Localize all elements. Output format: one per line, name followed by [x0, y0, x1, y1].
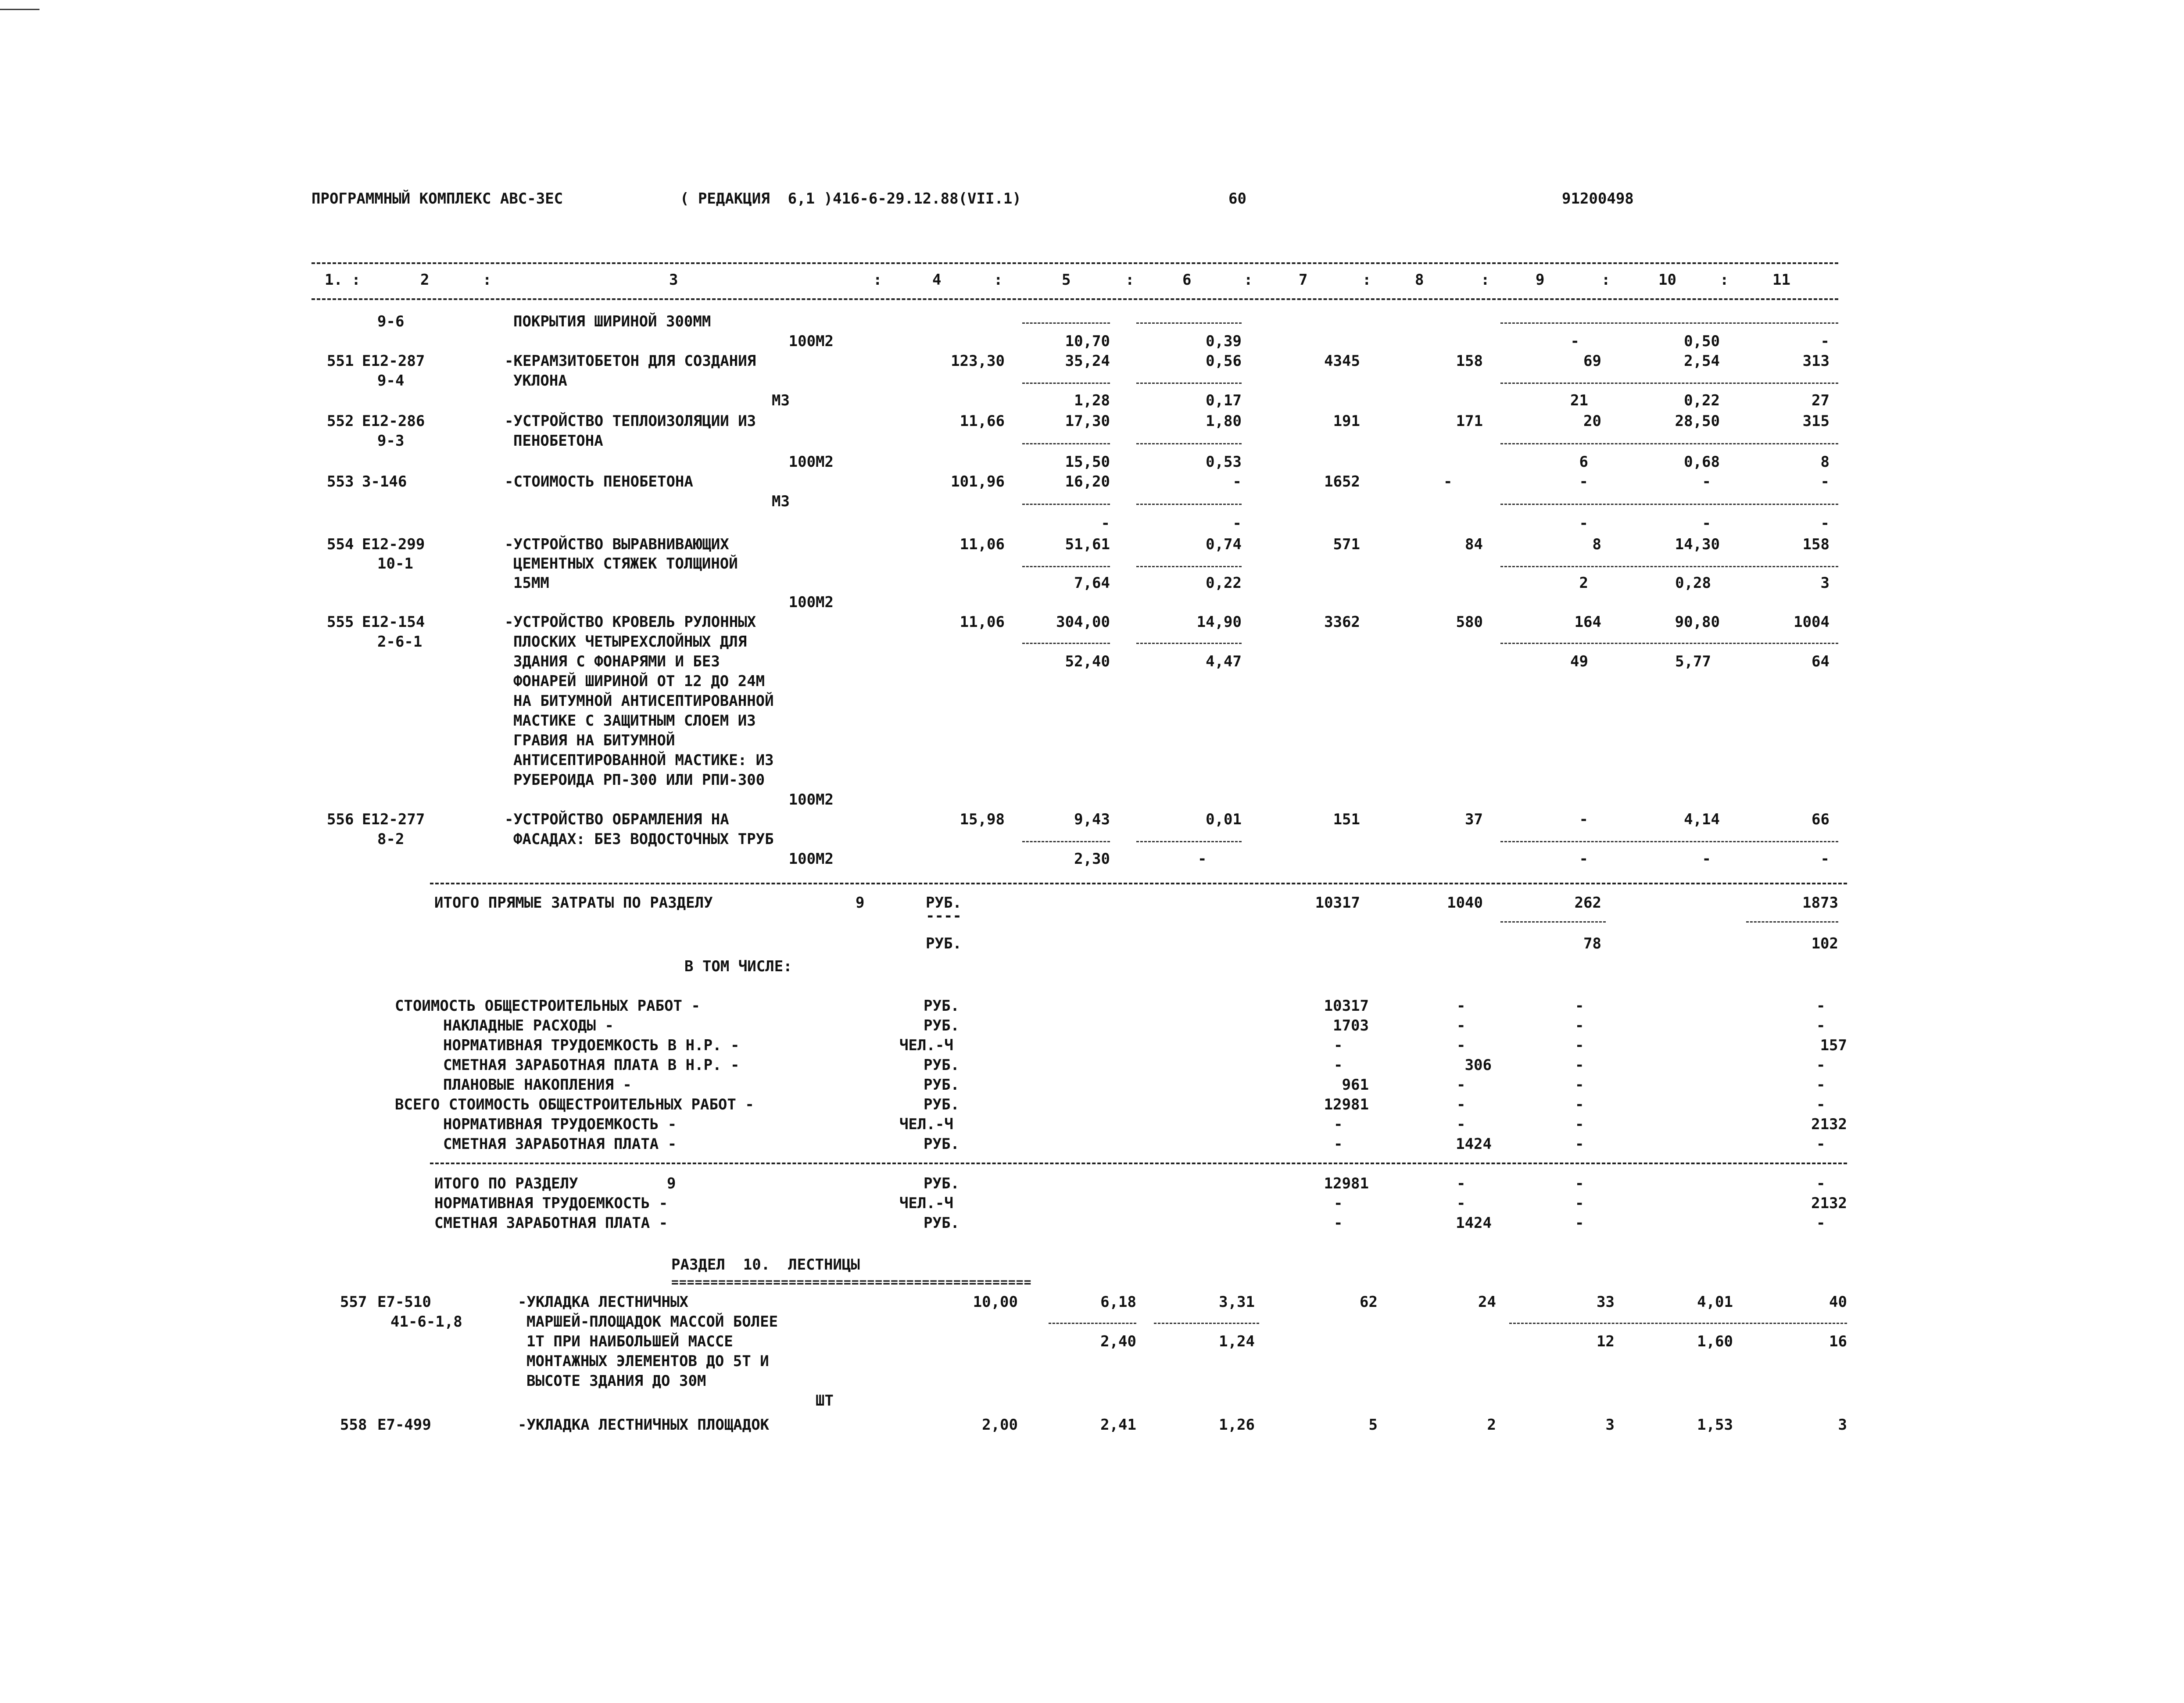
cell-c7: 12981 — [1324, 1096, 1369, 1113]
subtotal-rule — [1509, 1323, 1847, 1324]
cell-c7: 3362 — [1324, 613, 1360, 631]
row-unit: 100М2 — [788, 453, 834, 471]
cell-c8: - — [1443, 473, 1453, 490]
subtotal-rule — [1136, 841, 1242, 842]
cell-c9b: 12 — [1597, 1333, 1615, 1350]
row-code: Е12-154 — [362, 613, 425, 631]
row-description: ПОКРЫТИЯ ШИРИНОЙ 300ММ — [513, 313, 711, 330]
cell-c10b: - — [1702, 515, 1711, 532]
cell-c11: - — [1816, 1076, 1826, 1094]
cell-c8: - — [1457, 1116, 1466, 1133]
cell-c6b: 1,24 — [1219, 1333, 1255, 1350]
row-code: 3-146 — [362, 473, 407, 490]
cell-c11: - — [1816, 1214, 1826, 1232]
cell-c5: 2,41 — [1100, 1416, 1136, 1434]
unit-underline: ---- — [926, 907, 962, 925]
summary-unit: РУБ. — [924, 997, 960, 1015]
subtotal-rule — [1022, 504, 1110, 505]
cell-c7: - — [1334, 1195, 1343, 1212]
cell-c9: - — [1575, 1135, 1584, 1153]
summary-unit: РУБ. — [924, 1076, 960, 1094]
cell-c11: 1004 — [1794, 613, 1830, 631]
cell-c5: 16,20 — [1065, 473, 1110, 490]
subtotal-rule — [1136, 504, 1242, 505]
cell-c7: 10317 — [1315, 894, 1360, 912]
cell-c9: - — [1579, 473, 1588, 490]
cell-c10b: 0,50 — [1684, 333, 1720, 350]
cell-c11: 3 — [1838, 1416, 1847, 1434]
cell-c8: 1424 — [1456, 1135, 1492, 1153]
cell-c10b: 0,28 — [1675, 574, 1711, 592]
col-header-2: 2 — [420, 271, 430, 289]
cell-c8: 2 — [1487, 1416, 1496, 1434]
cell-c9b: - — [1579, 515, 1588, 532]
cell-c11: 157 — [1820, 1037, 1847, 1054]
row-description: АНТИСЕПТИРОВАННОЙ МАСТИКЕ: ИЗ — [513, 751, 774, 769]
row-description: ГРАВИЯ НА БИТУМНОЙ — [513, 732, 675, 749]
cell-c5b: 52,40 — [1065, 653, 1110, 670]
subtotal-rule — [1136, 566, 1242, 567]
row-description: -УСТРОЙСТВО ВЫРАВНИВАЮЩИХ — [505, 536, 729, 553]
cell-c9: - — [1575, 1076, 1584, 1094]
col-header-8: 8 — [1415, 271, 1424, 289]
col-sep: : — [483, 271, 492, 289]
row-description: ФОНАРЕЙ ШИРИНОЙ ОТ 12 ДО 24М — [513, 673, 765, 690]
col-sep: : — [1125, 271, 1135, 289]
row-description: ВЫСОТЕ ЗДАНИЯ ДО 30М — [526, 1372, 706, 1390]
summary-label: ПЛАНОВЫЕ НАКОПЛЕНИЯ - — [443, 1076, 632, 1094]
cell-c4: 123,30 — [951, 352, 1005, 370]
row-description: -УКЛАДКА ЛЕСТНИЧНЫХ — [518, 1293, 688, 1311]
row-description: ЗДАНИЯ С ФОНАРЯМИ И БЕЗ — [513, 653, 720, 670]
cell-c7: - — [1334, 1116, 1343, 1133]
row-code2: 9-4 — [377, 372, 405, 390]
col-header-1: 1. : — [325, 271, 361, 289]
row-description: НА БИТУМНОЙ АНТИСЕПТИРОВАННОЙ — [513, 692, 774, 710]
cell-c11b: 102 — [1811, 935, 1838, 952]
col-header-6: 6 — [1182, 271, 1192, 289]
row-description: МАРШЕЙ-ПЛОЩАДОК МАССОЙ БОЛЕЕ — [526, 1313, 778, 1331]
subtotal-rule — [1136, 322, 1242, 324]
section-title-rule: ============================================== — [671, 1275, 1032, 1289]
row-description: МОНТАЖНЫХ ЭЛЕМЕНТОВ ДО 5Т И — [526, 1352, 769, 1370]
row-description: 1Т ПРИ НАИБОЛЬШЕЙ МАССЕ — [526, 1333, 733, 1350]
subtotal-rule — [1500, 383, 1838, 384]
cell-c8: - — [1457, 1096, 1466, 1113]
subtotal-rule — [1022, 383, 1110, 384]
col-sep: : — [994, 271, 1003, 289]
col-header-3: 3 — [669, 271, 678, 289]
cell-c8: 306 — [1464, 1056, 1492, 1074]
cell-c11: - — [1816, 1096, 1826, 1113]
cell-c4: 101,96 — [951, 473, 1005, 490]
header-rule-top — [311, 262, 1838, 264]
cell-c8: - — [1457, 1076, 1466, 1094]
cell-c7: 151 — [1333, 811, 1360, 828]
cell-c6: 0,01 — [1206, 811, 1242, 828]
cell-c10: 1,53 — [1697, 1416, 1733, 1434]
row-unit: 100М2 — [788, 594, 834, 611]
cell-c4: 10,00 — [973, 1293, 1018, 1311]
row-description: -СТОИМОСТЬ ПЕНОБЕТОНА — [505, 473, 693, 490]
cell-c8: 1424 — [1456, 1214, 1492, 1232]
cell-c7: 62 — [1360, 1293, 1378, 1311]
doc-code: 91200498 — [1562, 190, 1634, 208]
col-sep: : — [1720, 271, 1729, 289]
cell-c9: - — [1575, 1056, 1584, 1074]
cell-c11: - — [1816, 1017, 1826, 1034]
cell-c9b: 49 — [1570, 653, 1588, 670]
subtotal-rule — [1136, 383, 1242, 384]
col-header-10: 10 — [1658, 271, 1676, 289]
cell-c11b: 16 — [1829, 1333, 1847, 1350]
cell-c5b: 2,30 — [1074, 850, 1110, 868]
cell-c6b: 0,53 — [1206, 453, 1242, 471]
cell-c11: - — [1820, 473, 1830, 490]
summary-unit: ЧЕЛ.-Ч — [899, 1037, 953, 1054]
row-code2: 10-1 — [377, 555, 413, 572]
col-sep: : — [1481, 271, 1490, 289]
cell-c11b: 64 — [1812, 653, 1830, 670]
subtotal-rule — [1022, 566, 1110, 567]
row-description: -УСТРОЙСТВО ОБРАМЛЕНИЯ НА — [505, 811, 729, 828]
cell-c8: - — [1457, 1195, 1466, 1212]
cell-c9: - — [1575, 1037, 1584, 1054]
summary-label: СМЕТНАЯ ЗАРАБОТНАЯ ПЛАТА - — [434, 1214, 668, 1232]
row-description: -УСТРОЙСТВО КРОВЕЛЬ РУЛОННЫХ — [505, 613, 756, 631]
cell-c10: 14,30 — [1675, 536, 1720, 553]
summary-label: СМЕТНАЯ ЗАРАБОТНАЯ ПЛАТА - — [443, 1135, 677, 1153]
cell-c11: 313 — [1802, 352, 1830, 370]
subtotal-rule — [1136, 443, 1242, 444]
section-total-label: ИТОГО ПО РАЗДЕЛУ — [434, 1175, 578, 1192]
cell-c9b: 6 — [1579, 453, 1588, 471]
cell-c9b: - — [1570, 333, 1579, 350]
summary-unit: РУБ. — [924, 1175, 960, 1192]
cell-c6: 14,90 — [1196, 613, 1242, 631]
subtotal-rule — [1500, 322, 1838, 324]
cell-c10b: 0,68 — [1684, 453, 1720, 471]
row-number: 553 — [327, 473, 354, 490]
cell-c5: 17,30 — [1065, 412, 1110, 430]
subtotal-rule — [1500, 643, 1838, 644]
cell-c5: 35,24 — [1065, 352, 1110, 370]
cell-c5b: 10,70 — [1065, 333, 1110, 350]
edition-info: ( РЕДАКЦИЯ 6,1 )416-6-29.12.88(VII.1) — [680, 190, 1021, 208]
cell-c10: 4,14 — [1684, 811, 1720, 828]
row-unit: 100М2 — [788, 333, 834, 350]
cell-c5b: 1,28 — [1074, 392, 1110, 409]
cell-c11: 315 — [1802, 412, 1830, 430]
subtotal-rule — [1049, 1323, 1136, 1324]
cell-c6: 0,74 — [1206, 536, 1242, 553]
cell-c6b: 4,47 — [1206, 653, 1242, 670]
row-code: Е12-277 — [362, 811, 425, 828]
cell-c9: - — [1579, 811, 1588, 828]
total-direct-label: ИТОГО ПРЯМЫЕ ЗАТРАТЫ ПО РАЗДЕЛУ — [434, 894, 713, 912]
cell-c4: 2,00 — [982, 1416, 1018, 1434]
row-description: РУБЕРОИДА РП-300 ИЛИ РПИ-300 — [513, 771, 765, 789]
cell-c11b: - — [1820, 333, 1830, 350]
row-description: -УКЛАДКА ЛЕСТНИЧНЫХ ПЛОЩАДОК — [518, 1416, 770, 1434]
subtotal-rule — [1500, 504, 1838, 505]
cell-c9b: 2 — [1579, 574, 1588, 592]
row-number: 556 — [327, 811, 354, 828]
cell-c5: 304,00 — [1056, 613, 1110, 631]
cell-c9: 33 — [1597, 1293, 1615, 1311]
row-description: МАСТИКЕ С ЗАЩИТНЫМ СЛОЕМ ИЗ — [513, 712, 756, 730]
total-rule — [430, 883, 1847, 884]
row-code: Е7-499 — [377, 1416, 431, 1434]
summary-unit: РУБ. — [924, 1214, 960, 1232]
row-description: УКЛОНА — [513, 372, 567, 390]
row-number: 557 — [340, 1293, 367, 1311]
row-description: -КЕРАМЗИТОБЕТОН ДЛЯ СОЗДАНИЯ — [505, 352, 756, 370]
cell-c7: 10317 — [1324, 997, 1369, 1015]
row-number: 554 — [327, 536, 354, 553]
summary-unit: ЧЕЛ.-Ч — [899, 1195, 953, 1212]
cell-c9: 8 — [1592, 536, 1601, 553]
row-description: 15ММ — [513, 574, 549, 592]
row-number: 558 — [340, 1416, 367, 1434]
cell-c8: 158 — [1456, 352, 1483, 370]
summary-label: НОРМАТИВНАЯ ТРУДОЕМКОСТЬ - — [434, 1195, 668, 1212]
cell-c9: - — [1575, 1214, 1584, 1232]
cell-c4: 11,06 — [960, 613, 1005, 631]
cell-c5b: 7,64 — [1074, 574, 1110, 592]
row-code2: 9-6 — [377, 313, 405, 330]
edge-mark — [0, 9, 39, 10]
row-code2: 41-6-1,8 — [390, 1313, 462, 1331]
cell-c8: - — [1457, 997, 1466, 1015]
cell-c7: 571 — [1333, 536, 1360, 553]
cell-c11b: - — [1820, 850, 1830, 868]
row-unit: М3 — [772, 392, 790, 409]
cell-c6b: 0,39 — [1206, 333, 1242, 350]
cell-c6b: - — [1198, 850, 1207, 868]
cell-c10: 28,50 — [1675, 412, 1720, 430]
row-description: ЦЕМЕНТНЫХ СТЯЖЕК ТОЛЩИНОЙ — [513, 555, 738, 572]
cell-c8: 24 — [1478, 1293, 1496, 1311]
col-header-5: 5 — [1062, 271, 1071, 289]
subtotal-rule — [1746, 921, 1838, 923]
subtotal-rule — [1022, 643, 1110, 644]
cell-c8: 1040 — [1447, 894, 1483, 912]
page-number: 60 — [1228, 190, 1246, 208]
cell-c7: - — [1334, 1037, 1343, 1054]
cell-c6b: 0,22 — [1206, 574, 1242, 592]
row-description: ПЕНОБЕТОНА — [513, 432, 603, 450]
cell-c11: 1873 — [1802, 894, 1838, 912]
cell-c8: 171 — [1456, 412, 1483, 430]
summary-label: НОРМАТИВНАЯ ТРУДОЕМКОСТЬ - — [443, 1116, 677, 1133]
cell-c7: 191 — [1333, 412, 1360, 430]
subtotal-rule — [1022, 443, 1110, 444]
cell-c9: - — [1575, 1116, 1584, 1133]
cell-c11: - — [1816, 997, 1826, 1015]
cell-c7: 1652 — [1324, 473, 1360, 490]
col-header-9: 9 — [1536, 271, 1545, 289]
cell-c5b: - — [1101, 515, 1110, 532]
cell-c9: - — [1575, 1175, 1584, 1192]
row-code: Е7-510 — [377, 1293, 431, 1311]
cell-c10: 4,01 — [1697, 1293, 1733, 1311]
row-unit: ШТ — [816, 1392, 834, 1410]
cell-c9: 262 — [1574, 894, 1601, 912]
cell-c5b: 15,50 — [1065, 453, 1110, 471]
cell-c9: - — [1575, 1096, 1584, 1113]
summary-unit: РУБ. — [924, 1096, 960, 1113]
col-sep: : — [1601, 271, 1611, 289]
cell-c11: - — [1816, 1056, 1826, 1074]
cell-c9: - — [1575, 1017, 1584, 1034]
cell-c7: 5 — [1368, 1416, 1378, 1434]
total-direct-section: 9 — [856, 894, 865, 912]
cell-c10b: 0,22 — [1684, 392, 1720, 409]
cell-c9: 69 — [1583, 352, 1601, 370]
cell-c6b: 0,17 — [1206, 392, 1242, 409]
cell-c11b: 8 — [1820, 453, 1830, 471]
cell-c5: 9,43 — [1074, 811, 1110, 828]
cell-c6: 3,31 — [1219, 1293, 1255, 1311]
cell-c10: 2,54 — [1684, 352, 1720, 370]
cell-c9: - — [1575, 1195, 1584, 1212]
cell-c6: 1,26 — [1219, 1416, 1255, 1434]
subtotal-rule — [1154, 1323, 1259, 1324]
row-code2: 2-6-1 — [377, 633, 422, 651]
subtotal-rule — [1500, 443, 1838, 444]
col-sep: : — [1362, 271, 1371, 289]
row-number: 555 — [327, 613, 354, 631]
cell-c5b: 2,40 — [1100, 1333, 1136, 1350]
summary-unit: РУБ. — [924, 1135, 960, 1153]
program-name: ПРОГРАММНЫЙ КОМПЛЕКС АВС-ЗЕС — [311, 190, 563, 208]
cell-c7: - — [1334, 1214, 1343, 1232]
summary-unit: РУБ. — [924, 1017, 960, 1034]
cell-c11: 40 — [1829, 1293, 1847, 1311]
header-rule-bottom — [311, 298, 1838, 300]
cell-c11: - — [1816, 1175, 1826, 1192]
cell-c6: 0,56 — [1206, 352, 1242, 370]
cell-c9: 20 — [1583, 412, 1601, 430]
row-description: ПЛОСКИХ ЧЕТЫРЕХСЛОЙНЫХ ДЛЯ — [513, 633, 747, 651]
cell-c7: - — [1334, 1056, 1343, 1074]
cell-c9: - — [1575, 997, 1584, 1015]
summary-label: НАКЛАДНЫЕ РАСХОДЫ - — [443, 1017, 614, 1034]
cell-c8: - — [1457, 1037, 1466, 1054]
cell-c7: 961 — [1342, 1076, 1369, 1094]
cell-c11b: 27 — [1812, 392, 1830, 409]
summary-label: ВСЕГО СТОИМОСТЬ ОБЩЕСТРОИТЕЛЬНЫХ РАБОТ - — [395, 1096, 754, 1113]
cell-c8: 84 — [1465, 536, 1483, 553]
cell-c4: 11,06 — [960, 536, 1005, 553]
col-sep: : — [873, 271, 882, 289]
cell-c8: - — [1457, 1175, 1466, 1192]
cell-c9b: 21 — [1570, 392, 1588, 409]
row-code: Е12-299 — [362, 536, 425, 553]
cell-c6b: - — [1232, 515, 1242, 532]
cell-c5: 51,61 — [1065, 536, 1110, 553]
total-rule — [430, 1163, 1847, 1164]
summary-label: НОРМАТИВНАЯ ТРУДОЕМКОСТЬ В Н.Р. - — [443, 1037, 740, 1054]
cell-c7: 1703 — [1333, 1017, 1369, 1034]
subtotal-rule — [1500, 841, 1838, 842]
cell-c11: 158 — [1802, 536, 1830, 553]
subtotal-rule — [1500, 921, 1606, 923]
cell-c10b: 5,77 — [1675, 653, 1711, 670]
row-number: 551 — [327, 352, 354, 370]
summary-unit: ЧЕЛ.-Ч — [899, 1116, 953, 1133]
cell-c9b: 78 — [1583, 935, 1601, 952]
cell-c7: 4345 — [1324, 352, 1360, 370]
cell-c8: 37 — [1465, 811, 1483, 828]
cell-c9b: - — [1579, 850, 1588, 868]
subtotal-rule — [1022, 841, 1110, 842]
section-title: РАЗДЕЛ 10. ЛЕСТНИЦЫ — [671, 1256, 860, 1274]
cell-c11: 66 — [1812, 811, 1830, 828]
section-total-number: 9 — [667, 1175, 676, 1192]
cell-c10: 90,80 — [1675, 613, 1720, 631]
cell-c6: 1,80 — [1206, 412, 1242, 430]
cell-c7: - — [1334, 1135, 1343, 1153]
row-description: ФАСАДАХ: БЕЗ ВОДОСТОЧНЫХ ТРУБ — [513, 830, 774, 848]
summary-label: СТОИМОСТЬ ОБЩЕСТРОИТЕЛЬНЫХ РАБОТ - — [395, 997, 700, 1015]
cell-c4: 15,98 — [960, 811, 1005, 828]
row-unit: М3 — [772, 493, 790, 510]
cell-c11b: - — [1820, 515, 1830, 532]
subtotal-rule — [1136, 643, 1242, 644]
total-direct-unit: РУБ. — [926, 894, 962, 912]
subtotal-rule — [1500, 566, 1838, 567]
row-code: Е12-287 — [362, 352, 425, 370]
col-header-4: 4 — [932, 271, 942, 289]
cell-c9: 3 — [1605, 1416, 1615, 1434]
subtotal-rule — [1022, 322, 1110, 324]
cell-c9: 164 — [1574, 613, 1601, 631]
cell-c11: 2132 — [1811, 1195, 1847, 1212]
cell-c8: 580 — [1456, 613, 1483, 631]
cell-c4: 11,66 — [960, 412, 1005, 430]
row-number: 552 — [327, 412, 354, 430]
cell-c6: - — [1232, 473, 1242, 490]
col-sep: : — [1244, 271, 1253, 289]
cell-c5: 6,18 — [1100, 1293, 1136, 1311]
row-description: -УСТРОЙСТВО ТЕПЛОИЗОЛЯЦИИ ИЗ — [505, 412, 756, 430]
including-heading: В ТОМ ЧИСЛЕ: — [684, 958, 792, 975]
cell-c8: - — [1457, 1017, 1466, 1034]
row-code2: 8-2 — [377, 830, 405, 848]
row-unit: 100М2 — [788, 850, 834, 868]
summary-label: СМЕТНАЯ ЗАРАБОТНАЯ ПЛАТА В Н.Р. - — [443, 1056, 740, 1074]
cell-c7: 12981 — [1324, 1175, 1369, 1192]
row-code: Е12-286 — [362, 412, 425, 430]
row-code2: 9-3 — [377, 432, 405, 450]
summary-unit: РУБ. — [924, 1056, 960, 1074]
col-header-7: 7 — [1299, 271, 1308, 289]
total-direct-unit: РУБ. — [926, 935, 962, 952]
cell-c11: 2132 — [1811, 1116, 1847, 1133]
col-header-11: 11 — [1772, 271, 1790, 289]
cell-c11: - — [1816, 1135, 1826, 1153]
cell-c10b: 1,60 — [1697, 1333, 1733, 1350]
row-unit: 100М2 — [788, 791, 834, 809]
cell-c10: - — [1702, 473, 1711, 490]
cell-c11b: 3 — [1820, 574, 1830, 592]
cell-c10b: - — [1702, 850, 1711, 868]
